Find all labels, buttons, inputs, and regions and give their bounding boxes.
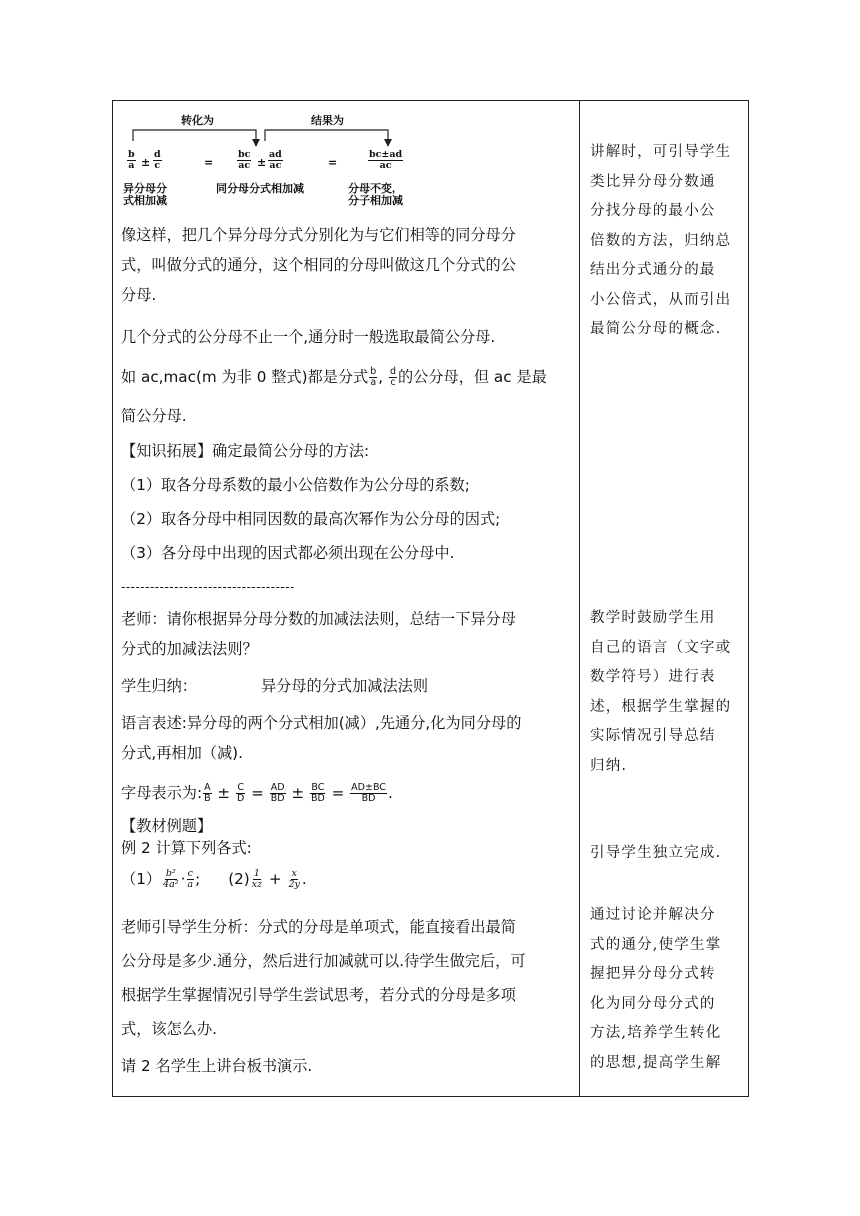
paragraph-line: 分母. — [121, 286, 157, 304]
column-divider — [579, 101, 580, 1096]
caption-unlike-line2: 式相加减 — [123, 195, 167, 207]
side-note-line: 倍数的方法，归纳总 — [590, 232, 732, 249]
equals-sign: = — [331, 784, 345, 802]
side-note-line: 的思想,提高学生解 — [590, 1054, 722, 1071]
diagram-fraction-bc-ac — [236, 150, 252, 171]
plus-minus-sign: ± — [257, 156, 267, 169]
side-note-line: 握把异分母分式转 — [590, 966, 716, 982]
period: . — [387, 784, 393, 802]
board-demo-instruction: 请 2 名学生上讲台板书演示. — [121, 1057, 313, 1075]
caption-unlike-line1: 异分母分 — [123, 183, 167, 195]
lesson-table — [112, 100, 749, 1097]
teacher-guidance: 根据学生掌握情况引导学生尝试思考，若分式的分母是多项 — [121, 986, 516, 1004]
side-note-line: 讲解时，可引导学生 — [590, 144, 732, 160]
side-note-line: 结出分式通分的最 — [590, 262, 716, 278]
text: 的公分母，但 ac 是最 — [397, 368, 547, 386]
denominator: ac — [238, 160, 251, 171]
method-step-3: （3）各分母中出现的因式都必须出现在公分母中. — [121, 544, 455, 562]
side-note-line: 最简公分母的概念. — [590, 321, 722, 337]
teacher-guidance: 式，该怎么办. — [121, 1020, 217, 1038]
numerator: AD±BC — [351, 782, 386, 793]
denominator: ac — [269, 160, 282, 171]
denominator: BD — [270, 793, 285, 804]
textbook-example-title: 【教材例题】 — [121, 817, 213, 835]
side-note-line: 归纳. — [590, 757, 628, 774]
teacher-question: 老师：请你根据异分母分数的加减法法则，总结一下异分母 — [121, 610, 516, 628]
equals-sign: = — [204, 156, 214, 169]
side-note-line: 化为同分母分式的 — [590, 995, 716, 1012]
rule-title: 异分母的分式加减法法则 — [260, 677, 428, 695]
method-step-1: （1）取各分母系数的最小公倍数作为公分母的系数; — [121, 476, 470, 494]
plus-minus-sign: ± — [141, 156, 151, 169]
semicolon: ; — [195, 870, 201, 888]
teacher-guidance: 公分母是多少.通分，然后进行加减就可以.待学生做完后，可 — [121, 952, 526, 970]
numerator: AD — [270, 782, 285, 793]
symbolic-rule — [121, 779, 573, 809]
numerator: bc — [238, 149, 251, 160]
example-2-items — [121, 866, 573, 892]
equals-sign: = — [251, 784, 264, 802]
diagram-result-fraction — [367, 150, 404, 171]
common-denominator-example — [121, 363, 573, 393]
side-note-line: 类比异分母分数通 — [590, 173, 716, 190]
denominator: c — [390, 377, 396, 388]
paragraph-line: 几个分式的公分母不止一个,通分时一般选取最简公分母. — [121, 328, 496, 346]
numerator: ad — [269, 149, 282, 160]
denominator: xz — [251, 879, 263, 890]
denominator: BD — [310, 793, 325, 804]
label: 字母表示为: — [121, 784, 203, 802]
numerator: A — [204, 782, 211, 793]
label-result: 结果为 — [311, 115, 344, 127]
denominator: c — [154, 160, 161, 171]
numerator: bc±ad — [369, 149, 403, 160]
numerator: d — [389, 366, 396, 377]
plus-sign: + — [268, 870, 282, 888]
numerator: b — [128, 149, 135, 160]
diagram-fraction-b-a — [126, 150, 137, 171]
denominator: B — [204, 793, 211, 804]
side-note-line: 数学符号）进行表 — [590, 669, 716, 685]
numerator: BC — [311, 782, 325, 793]
conversion-diagram — [121, 109, 421, 209]
denominator: BD — [361, 793, 376, 804]
denominator: 2y — [288, 879, 300, 890]
caption-result-line1: 分母不变, — [348, 183, 396, 195]
plus-minus-sign: ± — [291, 784, 305, 802]
diagram-fraction-d-c — [152, 150, 163, 171]
side-note-line: 方法,培养学生转化 — [590, 1025, 722, 1041]
denominator: ac — [379, 160, 392, 171]
side-note-1 — [590, 138, 745, 345]
side-note-line: 教学时鼓励学生用 — [590, 610, 716, 626]
equals-sign: = — [328, 156, 338, 169]
paragraph-line: 式，叫做分式的通分，这个相同的分母叫做这几个分式的公 — [121, 256, 516, 274]
numerator: C — [237, 782, 244, 793]
side-note-line: 述，根据学生掌握的 — [590, 698, 732, 715]
denominator: D — [236, 793, 245, 804]
side-note-line: 通过讨论并解决分 — [590, 907, 716, 923]
numerator: b² — [165, 868, 176, 879]
denominator: a — [128, 160, 135, 171]
label: 学生归纳： — [121, 677, 197, 695]
teacher-guidance: 老师引导学生分析：分式的分母是单项式，能直接看出最简 — [121, 918, 516, 936]
denominator: a — [187, 879, 194, 890]
paragraph-line: 像这样，把几个异分母分式分别化为与它们相等的同分母分 — [121, 226, 516, 244]
side-note-line: 小公倍式，从而引出 — [590, 291, 732, 308]
diagram-fraction-ad-ac — [267, 150, 284, 171]
method-step-2: （2）取各分母中相同因数的最高次幂作为公分母的因式; — [121, 510, 501, 528]
multiply-dot: · — [180, 870, 186, 888]
dashed-separator: ------------------------------------ — [121, 580, 295, 594]
denominator: a — [370, 377, 377, 388]
side-note-line: 分找分母的最小公 — [590, 203, 716, 219]
side-note-4 — [590, 901, 745, 1078]
side-note-line: 自己的语言（文字或 — [590, 639, 732, 656]
numerator: d — [154, 149, 161, 160]
side-note-2 — [590, 604, 745, 781]
period: . — [301, 870, 307, 888]
side-note-line: 式的通分,使学生掌 — [590, 936, 722, 953]
side-note-line: 引导学生独立完成. — [590, 845, 722, 861]
side-note-3 — [590, 839, 745, 869]
caption-result-line2: 分子相加减 — [348, 195, 403, 207]
comma: , — [378, 368, 384, 386]
verbal-rule: 语言表述:异分母的两个分式相加(减）,先通分,化为同分母的 — [121, 714, 522, 732]
student-summary — [121, 672, 573, 702]
item-label: （1） — [121, 870, 162, 888]
side-note-line: 实际情况引导总结 — [590, 728, 716, 744]
diagram-arrows — [121, 109, 421, 149]
paragraph-line: 简公分母. — [121, 407, 187, 425]
example-2-heading: 例 2 计算下列各式: — [121, 839, 252, 857]
text: 如 ac,mac(m 为非 0 整式)都是分式 — [121, 368, 369, 386]
numerator: c — [187, 868, 193, 879]
numerator: 1 — [253, 868, 260, 879]
caption-like-denominator: 同分母分式相加减 — [216, 183, 304, 195]
numerator: x — [291, 868, 297, 879]
item-label: (2) — [228, 870, 250, 888]
plus-minus-sign: ± — [217, 784, 231, 802]
numerator: b — [370, 366, 377, 377]
teacher-question: 分式的加减法法则？ — [121, 640, 258, 658]
label-convert: 转化为 — [181, 115, 214, 127]
knowledge-extension-title: 【知识拓展】确定最简公分母的方法: — [121, 442, 370, 460]
denominator: 4a² — [163, 879, 179, 890]
verbal-rule: 分式,再相加（减). — [121, 744, 243, 762]
